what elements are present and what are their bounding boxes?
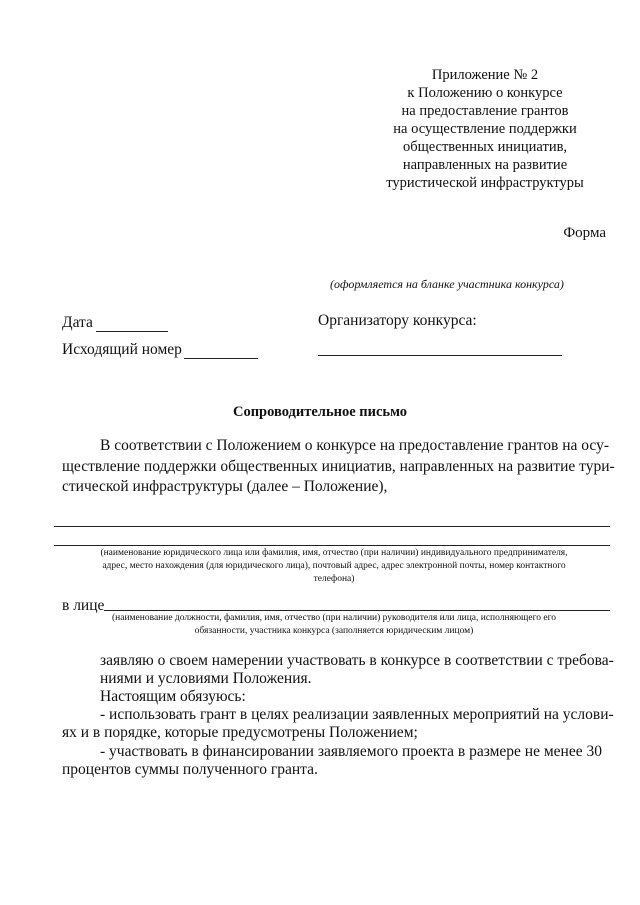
appendix-line: туристической инфраструктуры: [386, 175, 584, 191]
applicant-field-line-1[interactable]: [54, 526, 610, 527]
obligation-1-line-1: - использовать грант в целях реализации заявленных мероприятий на услови-: [100, 706, 614, 723]
date-label: Дата: [62, 314, 93, 331]
letter-title: Сопроводительное письмо: [232, 404, 408, 420]
appendix-line: Приложение № 2: [431, 67, 539, 83]
applicant-hint: [54, 547, 614, 586]
obligation-2-line-2: процентов суммы полученного гранта.: [62, 761, 318, 778]
in-person-label: в лице: [62, 597, 105, 614]
appendix-line: общественных инициатив,: [402, 139, 568, 155]
appendix-line: на предоставление грантов: [401, 103, 569, 119]
outgoing-number-label: Исходящий номер: [62, 341, 182, 358]
appendix-line: направленных на развитие: [402, 157, 568, 173]
obligations-intro: Настоящим обязуюсь:: [100, 688, 246, 705]
representative-hint: [54, 612, 614, 638]
organizer-label: Организатору конкурса:: [318, 312, 477, 329]
intro-line-2: ществление поддержки общественных инициатив, направленных на развитие тури-: [62, 458, 615, 475]
applicant-hint-line: телефона): [313, 574, 355, 584]
organizer-field-line[interactable]: [318, 355, 562, 356]
applicant-field-line-2[interactable]: [54, 545, 610, 546]
outgoing-number-field-line[interactable]: [184, 358, 258, 359]
date-field-line[interactable]: [96, 331, 168, 332]
representative-hint-line: (наименование должности, фамилия, имя, отчество (при наличии) руководителя или лица, исполняющего его: [111, 613, 556, 623]
appendix-line: к Положению о конкурсе: [407, 85, 563, 101]
appendix-line: на осуществление поддержки: [393, 121, 577, 137]
obligation-2-line-1: - участвовать в финансировании заявляемого проекта в размере не менее 30: [100, 743, 602, 760]
blank-note: (оформляется на бланке участника конкурса): [330, 277, 564, 291]
declaration-line-2: ниями и условиями Положения.: [100, 670, 312, 687]
form-label: Форма: [563, 225, 606, 241]
applicant-hint-line: (наименование юридического лица или фамилия, имя, отчество (при наличии) индивидуального предпринимателя,: [100, 548, 568, 558]
representative-field-line[interactable]: [104, 610, 610, 611]
obligation-1-line-2: ях и в порядке, которые предусмотрены Положением;: [62, 724, 418, 741]
appendix-heading: [370, 66, 600, 192]
applicant-hint-line: адрес, место нахождения (для юридического лица), почтовый адрес, адрес электронной почты, номер контактного: [102, 561, 566, 571]
intro-line-1: В соответствии с Положением о конкурсе на предоставление грантов на осу-: [100, 437, 610, 454]
intro-line-3: стической инфраструктуры (далее – Положение),: [62, 478, 388, 495]
representative-hint-line: обязанности, участника конкурса (заполняется юридическим лицом): [194, 626, 474, 636]
declaration-line-1: заявляю о своем намерении участвовать в конкурсе в соответствии с требова-: [100, 652, 614, 669]
